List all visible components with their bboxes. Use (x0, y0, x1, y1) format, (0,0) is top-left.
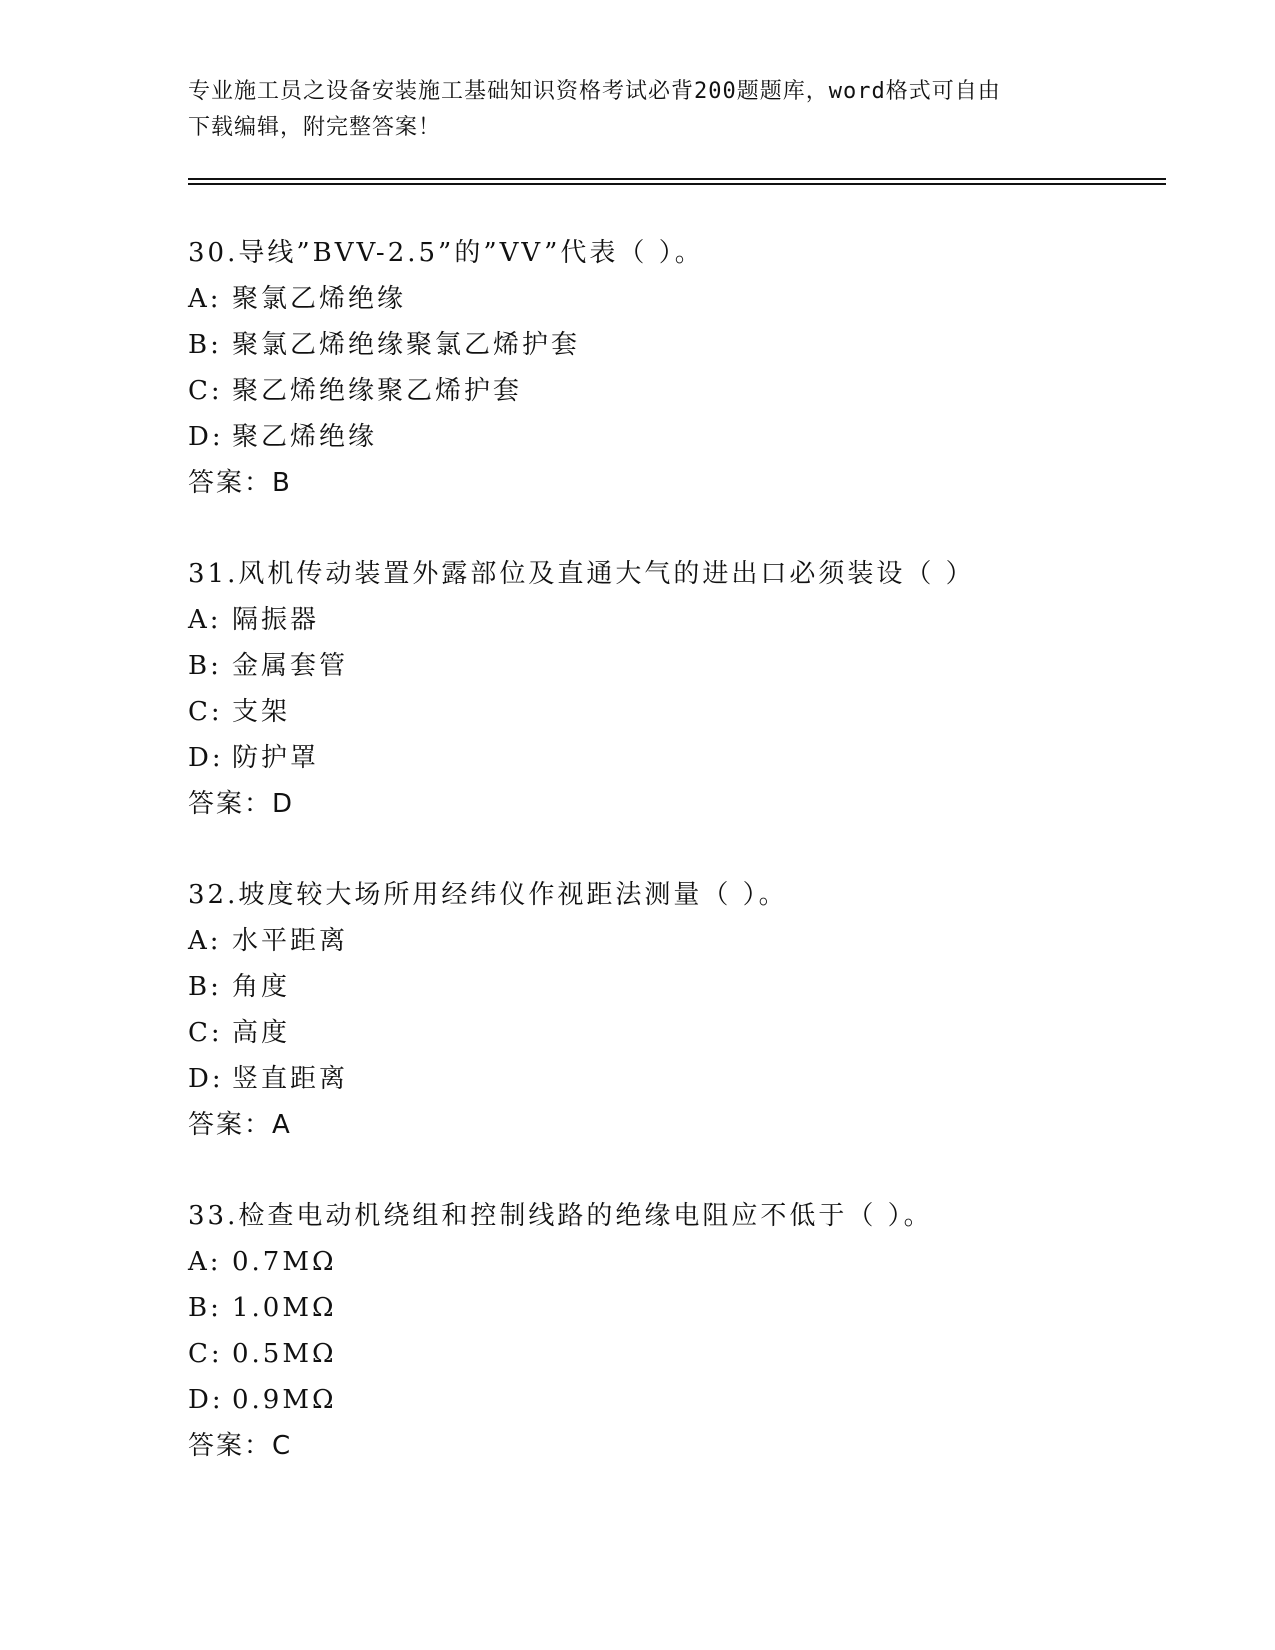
option-d (188, 1377, 1188, 1423)
option-c (188, 689, 1188, 735)
option-text: 聚氯乙烯绝缘 (232, 284, 407, 314)
option-d (188, 1056, 1188, 1102)
option-letter: B: (188, 330, 222, 360)
option-a (188, 276, 1188, 322)
option-letter: B: (188, 972, 222, 1002)
option-b (188, 322, 1188, 368)
header-divider-top (188, 178, 1166, 180)
option-a (188, 918, 1188, 964)
option-letter: B: (188, 1293, 222, 1323)
answer-line: 答案：B (188, 468, 292, 498)
option-text: 1.0MΩ (232, 1293, 337, 1323)
option-letter: C: (188, 1339, 223, 1369)
option-text: 高度 (232, 1018, 291, 1048)
question-text: 31.风机传动装置外露部位及直通大气的进出口必须装设（ ） (188, 559, 975, 589)
answer-line: 答案：D (188, 789, 295, 819)
option-d (188, 735, 1188, 781)
option-a (188, 1239, 1188, 1285)
option-text: 金属套管 (232, 651, 349, 681)
header-divider-bottom (188, 183, 1166, 185)
header-line-1: 专业施工员之设备安装施工基础知识资格考试必背200题题库，word格式可自由 (188, 79, 1001, 104)
option-text: 0.5MΩ (232, 1339, 337, 1369)
option-text: 聚氯乙烯绝缘聚氯乙烯护套 (232, 330, 581, 360)
option-letter: A: (188, 1247, 222, 1277)
question-31 (188, 551, 1188, 827)
question-30 (188, 230, 1188, 506)
option-c (188, 1010, 1188, 1056)
option-text: 0.9MΩ (232, 1385, 337, 1415)
document-header (188, 74, 1088, 146)
header-line-2: 下载编辑，附完整答案！ (188, 115, 442, 140)
option-a (188, 597, 1188, 643)
option-b (188, 964, 1188, 1010)
answer-line: 答案：C (188, 1431, 293, 1461)
option-text: 隔振器 (232, 605, 320, 635)
question-text: 30.导线”BVV-2.5”的”VV”代表（ ）。 (188, 238, 704, 268)
option-text: 0.7MΩ (232, 1247, 337, 1277)
option-text: 竖直距离 (232, 1064, 349, 1094)
question-text: 33.检查电动机绕组和控制线路的绝缘电阻应不低于（ ）。 (188, 1201, 933, 1231)
option-letter: C: (188, 697, 223, 727)
option-text: 角度 (232, 972, 291, 1002)
question-33 (188, 1193, 1188, 1469)
answer-line: 答案：A (188, 1110, 292, 1140)
option-b (188, 643, 1188, 689)
option-letter: A: (188, 926, 222, 956)
option-letter: D: (188, 743, 224, 773)
option-text: 支架 (232, 697, 291, 727)
option-letter: B: (188, 651, 222, 681)
option-letter: A: (188, 605, 222, 635)
option-letter: D: (188, 422, 224, 452)
question-text: 32.坡度较大场所用经纬仪作视距法测量（ ）。 (188, 880, 788, 910)
option-letter: D: (188, 1385, 224, 1415)
option-letter: A: (188, 284, 222, 314)
option-text: 防护罩 (232, 743, 320, 773)
option-b (188, 1285, 1188, 1331)
option-letter: D: (188, 1064, 224, 1094)
option-text: 水平距离 (232, 926, 349, 956)
option-letter: C: (188, 376, 223, 406)
option-text: 聚乙烯绝缘 (232, 422, 378, 452)
option-d (188, 414, 1188, 460)
option-c (188, 1331, 1188, 1377)
option-letter: C: (188, 1018, 223, 1048)
option-c (188, 368, 1188, 414)
option-text: 聚乙烯绝缘聚乙烯护套 (232, 376, 523, 406)
question-32 (188, 872, 1188, 1148)
